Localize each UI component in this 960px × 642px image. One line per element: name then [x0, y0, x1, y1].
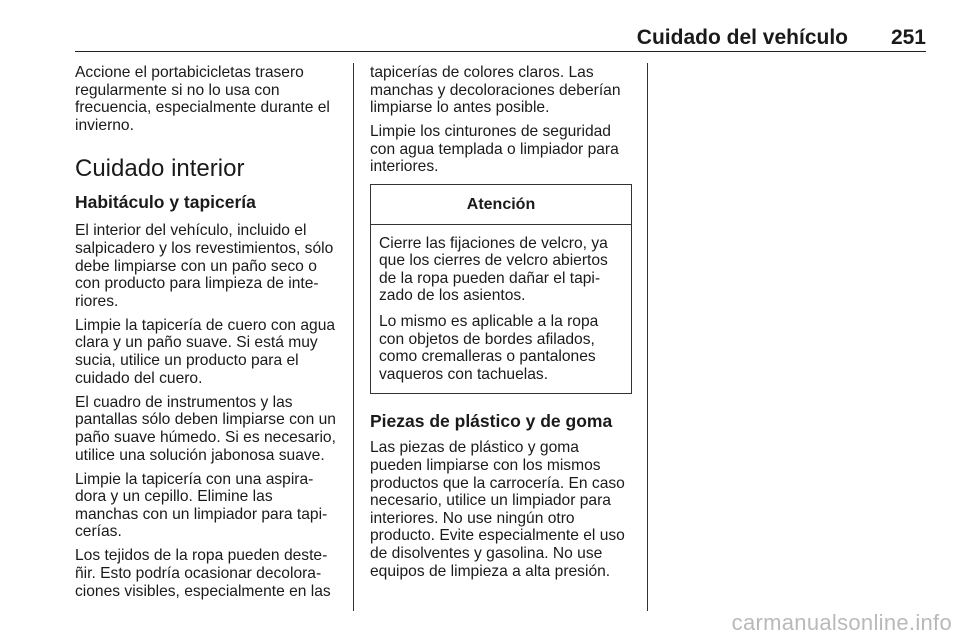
text-line: manchas y decoloraciones deberían [370, 81, 621, 99]
notice-paragraph [379, 313, 623, 383]
middle-column [370, 64, 636, 587]
text-line: ñir. Esto podría ocasionar decolora- [75, 565, 322, 583]
text-line: Los tejidos de la ropa pueden deste- [75, 547, 328, 565]
text-line: sucia, utilice un producto para el [75, 352, 299, 370]
subsection-title: Piezas de plástico y de goma [370, 411, 613, 432]
chapter-title: Cuidado del vehículo [636, 26, 848, 49]
section-title: Cuidado interior [75, 155, 245, 183]
text-line: salpicadero y los revestimientos, sólo [75, 239, 334, 257]
text-line: El interior del vehículo, incluido el [75, 222, 307, 240]
text-line: utilice una solución jabonosa suave. [75, 446, 325, 464]
text-line: El cuadro de instrumentos y las [75, 393, 293, 411]
text-line: cerías. [75, 523, 122, 541]
text-line: clara y un paño suave. Si está muy [75, 334, 318, 352]
paragraph [75, 317, 347, 387]
text-line: Limpie la tapicería con una aspira- [75, 470, 314, 488]
text-line: zado de los asientos. [379, 287, 526, 305]
paragraph [370, 123, 636, 176]
intro-paragraph [75, 64, 347, 134]
text-line: regularmente si no lo usa con [75, 81, 280, 99]
text-line: interiores. No use ningún otro [370, 509, 575, 527]
text-line: Lo mismo es aplicable a la ropa [379, 313, 599, 331]
text-line: invierno. [75, 116, 134, 134]
text-line: equipos de limpieza a alta presión. [370, 562, 611, 580]
text-line: con agua templada o limpiador para [370, 140, 619, 158]
text-line: como cremalleras o pantalones [379, 348, 596, 366]
text-line: Limpie la tapicería de cuero con agua [75, 316, 336, 334]
watermark: carmanualsonline.info [731, 610, 952, 635]
notice-paragraph [379, 235, 623, 305]
text-line: paño suave húmedo. Si es necesario, [75, 428, 336, 446]
text-line: interiores. [370, 158, 439, 176]
text-line: tapicerías de colores claros. Las [370, 64, 594, 81]
text-line: riores. [75, 292, 119, 310]
paragraph [75, 222, 347, 310]
text-line: manchas con un limpiador para tapi- [75, 505, 328, 523]
text-line: que los cierres de velcro abiertos [379, 252, 608, 270]
subsection-title: Habitáculo y tapicería [75, 192, 256, 213]
notice-body [371, 225, 631, 394]
paragraph [370, 64, 636, 117]
text-line: vaqueros con tachuelas. [379, 365, 549, 383]
notice-title: Atención [371, 185, 631, 225]
header-rule [75, 51, 926, 52]
text-line: productos que la carrocería. En caso [370, 474, 625, 492]
text-line: Las piezas de plástico y goma [370, 439, 579, 457]
text-line: pueden limpiarse con los mismos [370, 457, 601, 474]
text-line: ciones visibles, especialmente en las [75, 582, 331, 600]
text-line: Accione el portabicicletas trasero [75, 64, 304, 81]
page-number: 251 [890, 26, 926, 49]
column-divider [353, 63, 354, 611]
text-line: cuidado del cuero. [75, 369, 203, 387]
paragraph [75, 394, 347, 464]
paragraph [75, 471, 347, 541]
paragraph [75, 547, 347, 600]
notice-box [370, 184, 632, 394]
text-line: con producto para limpieza de inte- [75, 275, 319, 293]
text-line: necesario, utilice un limpiador para [370, 492, 611, 510]
text-line: Limpie los cinturones de seguridad [370, 123, 611, 141]
text-line: limpiarse lo antes posible. [370, 99, 550, 117]
text-line: dora y un cepillo. Elimine las [75, 488, 273, 506]
text-line: de disolventes y gasolina. No use [370, 544, 603, 562]
text-line: pantallas sólo deben limpiarse con un [75, 411, 336, 429]
page-header [75, 26, 926, 54]
text-line: Cierre las fijaciones de velcro, ya [379, 234, 608, 252]
left-column [75, 64, 347, 607]
text-line: debe limpiarse con un paño seco o [75, 257, 317, 275]
paragraph [370, 439, 636, 580]
text-line: de la ropa pueden dañar el tapi- [379, 269, 601, 287]
text-line: frecuencia, especialmente durante el [75, 99, 330, 117]
column-divider [647, 63, 648, 611]
text-line: con objetos de bordes afilados, [379, 330, 595, 348]
text-line: producto. Evite especialmente el uso [370, 527, 625, 545]
